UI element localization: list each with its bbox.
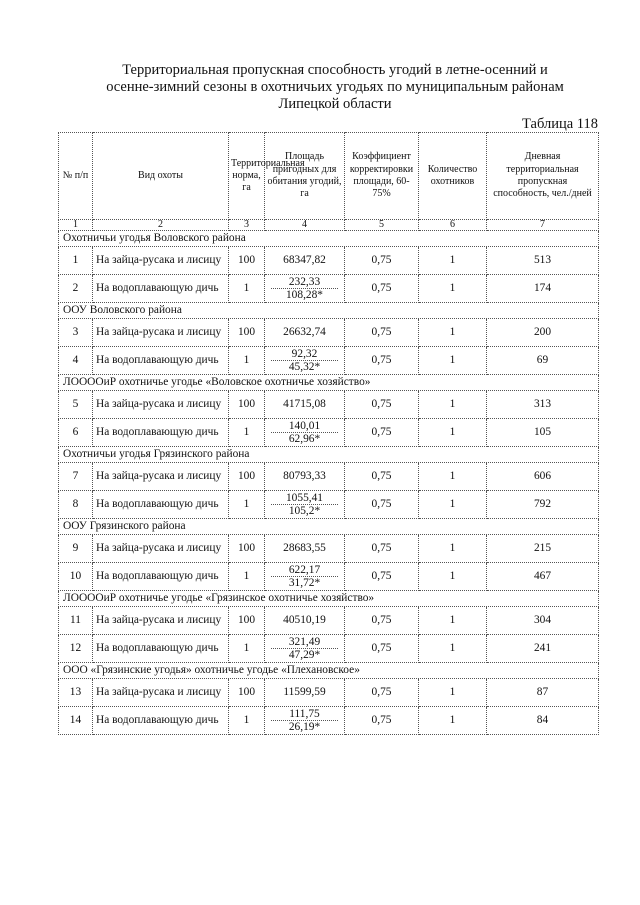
territorial-norm: 1 [229, 707, 265, 735]
area-cell [265, 563, 345, 591]
section-row [59, 375, 599, 391]
territorial-norm: 100 [229, 463, 265, 491]
territorial-norm: 1 [229, 275, 265, 303]
area-value: 321,49 [271, 636, 338, 649]
area-value: 232,33 [271, 276, 338, 289]
daily-capacity: 792 [487, 491, 599, 519]
coefficient: 0,75 [345, 491, 419, 519]
area-cell [265, 347, 345, 375]
territorial-norm: 1 [229, 563, 265, 591]
title-line: Территориальная пропускная способность угодий в летне-осенний и [122, 62, 548, 78]
area-value: 80793,33 [265, 463, 345, 491]
document-title [70, 62, 600, 113]
table-row [59, 563, 599, 591]
area-value: 28683,55 [265, 535, 345, 563]
territorial-norm: 1 [229, 635, 265, 663]
coefficient: 0,75 [345, 319, 419, 347]
daily-capacity: 467 [487, 563, 599, 591]
hunters-count: 1 [419, 491, 487, 519]
column-number-row [59, 220, 599, 231]
table-row [59, 491, 599, 519]
hunters-count: 1 [419, 607, 487, 635]
row-number: 8 [59, 491, 93, 519]
coefficient: 0,75 [345, 247, 419, 275]
title-line: осенне-зимний сезоны в охотничьих угодьях по муниципальным районам [106, 79, 564, 95]
hunt-kind: На зайца-русака и лисицу [93, 463, 229, 491]
area-value-secondary: 26,19* [288, 721, 321, 733]
table-body [59, 231, 599, 735]
column-number: 1 [59, 220, 93, 231]
hunters-count: 1 [419, 347, 487, 375]
daily-capacity: 87 [487, 679, 599, 707]
territorial-norm: 100 [229, 391, 265, 419]
coefficient: 0,75 [345, 347, 419, 375]
table-row [59, 707, 599, 735]
column-number: 6 [419, 220, 487, 231]
hunters-count: 1 [419, 635, 487, 663]
table-row [59, 607, 599, 635]
row-number: 9 [59, 535, 93, 563]
table-row [59, 463, 599, 491]
hunt-kind: На водоплавающую дичь [93, 707, 229, 735]
area-cell [265, 491, 345, 519]
section-title: Охотничьи угодья Грязинского района [59, 447, 599, 463]
col-header-hunters: Количество охотников [419, 133, 487, 220]
section-title: ООО «Грязинские угодья» охотничье угодье «Плехановское» [59, 663, 599, 679]
area-value-secondary: 62,96* [288, 433, 321, 445]
daily-capacity: 606 [487, 463, 599, 491]
area-value-secondary: 47,29* [288, 649, 321, 661]
capacity-table [58, 132, 599, 735]
territorial-norm: 1 [229, 419, 265, 447]
col-header-kind: Вид охоты [93, 133, 229, 220]
area-value-secondary: 105,2* [288, 505, 321, 517]
hunt-kind: На зайца-русака и лисицу [93, 679, 229, 707]
area-value: 68347,82 [265, 247, 345, 275]
title-line: Липецкой области [278, 96, 392, 112]
area-value: 111,75 [271, 708, 338, 721]
row-number: 7 [59, 463, 93, 491]
territorial-norm: 100 [229, 247, 265, 275]
table-row [59, 635, 599, 663]
territorial-norm: 100 [229, 607, 265, 635]
col-header-area: Площадь пригодных для обитания угодий, га [265, 133, 345, 220]
area-value: 11599,59 [265, 679, 345, 707]
hunt-kind: На водоплавающую дичь [93, 635, 229, 663]
area-value: 26632,74 [265, 319, 345, 347]
coefficient: 0,75 [345, 535, 419, 563]
coefficient: 0,75 [345, 463, 419, 491]
coefficient: 0,75 [345, 419, 419, 447]
section-title: ЛООООиР охотничье угодье «Грязинское охотничье хозяйство» [59, 591, 599, 607]
territorial-norm: 100 [229, 679, 265, 707]
hunt-kind: На водоплавающую дичь [93, 419, 229, 447]
table-row [59, 347, 599, 375]
area-cell [265, 635, 345, 663]
hunters-count: 1 [419, 707, 487, 735]
section-title: ЛООООиР охотничье угодье «Воловское охотничье хозяйство» [59, 375, 599, 391]
table-row [59, 247, 599, 275]
territorial-norm: 100 [229, 319, 265, 347]
col-header-num: № п/п [59, 133, 93, 220]
row-number: 1 [59, 247, 93, 275]
hunt-kind: На зайца-русака и лисицу [93, 247, 229, 275]
area-value-secondary: 45,32* [288, 361, 321, 373]
table-row [59, 535, 599, 563]
hunters-count: 1 [419, 391, 487, 419]
area-value: 92,32 [271, 348, 338, 361]
hunters-count: 1 [419, 535, 487, 563]
table-row [59, 419, 599, 447]
column-number: 2 [93, 220, 229, 231]
section-title: ООУ Грязинского района [59, 519, 599, 535]
section-row [59, 663, 599, 679]
row-number: 11 [59, 607, 93, 635]
col-header-norm: Территориальная норма, га [229, 133, 265, 220]
hunt-kind: На зайца-русака и лисицу [93, 535, 229, 563]
coefficient: 0,75 [345, 635, 419, 663]
area-value: 622,17 [271, 564, 338, 577]
section-row [59, 447, 599, 463]
hunt-kind: На зайца-русака и лисицу [93, 607, 229, 635]
hunters-count: 1 [419, 679, 487, 707]
col-header-coef: Коэффициент корректировки площади, 60-75% [345, 133, 419, 220]
section-row [59, 231, 599, 247]
daily-capacity: 513 [487, 247, 599, 275]
area-value: 140,01 [271, 420, 338, 433]
section-title: ООУ Воловского района [59, 303, 599, 319]
coefficient: 0,75 [345, 563, 419, 591]
daily-capacity: 84 [487, 707, 599, 735]
hunters-count: 1 [419, 563, 487, 591]
territorial-norm: 1 [229, 347, 265, 375]
hunters-count: 1 [419, 275, 487, 303]
daily-capacity: 69 [487, 347, 599, 375]
section-row [59, 591, 599, 607]
section-row [59, 519, 599, 535]
area-cell [265, 275, 345, 303]
column-number: 5 [345, 220, 419, 231]
row-number: 4 [59, 347, 93, 375]
daily-capacity: 313 [487, 391, 599, 419]
section-row [59, 303, 599, 319]
hunters-count: 1 [419, 463, 487, 491]
daily-capacity: 174 [487, 275, 599, 303]
area-value-secondary: 108,28* [285, 289, 324, 301]
column-number: 3 [229, 220, 265, 231]
area-value: 40510,19 [265, 607, 345, 635]
hunt-kind: На водоплавающую дичь [93, 563, 229, 591]
daily-capacity: 215 [487, 535, 599, 563]
row-number: 6 [59, 419, 93, 447]
hunters-count: 1 [419, 247, 487, 275]
hunt-kind: На зайца-русака и лисицу [93, 391, 229, 419]
row-number: 14 [59, 707, 93, 735]
row-number: 3 [59, 319, 93, 347]
section-title: Охотничьи угодья Воловского района [59, 231, 599, 247]
column-number: 7 [487, 220, 599, 231]
row-number: 10 [59, 563, 93, 591]
hunters-count: 1 [419, 419, 487, 447]
table-row [59, 275, 599, 303]
daily-capacity: 304 [487, 607, 599, 635]
territorial-norm: 1 [229, 491, 265, 519]
coefficient: 0,75 [345, 679, 419, 707]
daily-capacity: 241 [487, 635, 599, 663]
table-row [59, 679, 599, 707]
table-label: Таблица 118 [522, 116, 598, 132]
coefficient: 0,75 [345, 707, 419, 735]
header-row [59, 133, 599, 220]
territorial-norm: 100 [229, 535, 265, 563]
row-number: 2 [59, 275, 93, 303]
daily-capacity: 200 [487, 319, 599, 347]
area-cell [265, 707, 345, 735]
coefficient: 0,75 [345, 275, 419, 303]
area-cell [265, 419, 345, 447]
table-row [59, 391, 599, 419]
col-header-capacity: Дневная территориальная пропускная способность, чел./дней [487, 133, 599, 220]
hunt-kind: На водоплавающую дичь [93, 275, 229, 303]
area-value: 1055,41 [271, 492, 338, 505]
table-row [59, 319, 599, 347]
coefficient: 0,75 [345, 607, 419, 635]
area-value: 41715,08 [265, 391, 345, 419]
row-number: 13 [59, 679, 93, 707]
hunt-kind: На зайца-русака и лисицу [93, 319, 229, 347]
area-value-secondary: 31,72* [288, 577, 321, 589]
column-number: 4 [265, 220, 345, 231]
hunt-kind: На водоплавающую дичь [93, 347, 229, 375]
coefficient: 0,75 [345, 391, 419, 419]
daily-capacity: 105 [487, 419, 599, 447]
row-number: 5 [59, 391, 93, 419]
row-number: 12 [59, 635, 93, 663]
hunt-kind: На водоплавающую дичь [93, 491, 229, 519]
hunters-count: 1 [419, 319, 487, 347]
